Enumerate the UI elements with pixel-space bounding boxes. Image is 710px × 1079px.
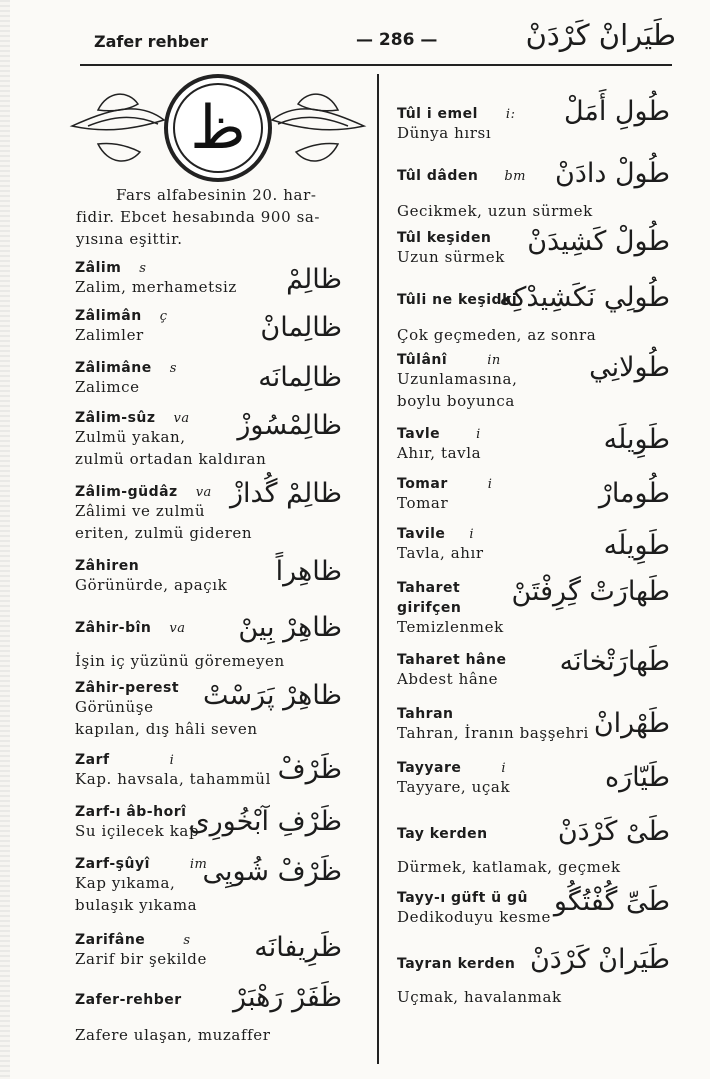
dictionary-entry (75, 360, 177, 398)
grammar-tag: ç (159, 309, 168, 324)
arabic-headword: طُولِ أَمَلْ (563, 96, 670, 127)
dictionary-entry (397, 706, 589, 744)
definition: Zulmü yakan, (75, 428, 186, 446)
arabic-headword: طَهارَتْ گِرِفْتَنْ (511, 576, 670, 607)
grammar-tag: i (487, 477, 493, 492)
grammar-tag: va (169, 621, 186, 636)
headword: Tûl dâden (397, 168, 479, 184)
headword: Taharet (397, 580, 461, 596)
grammar-tag: i (469, 527, 475, 542)
grammar-tag: s (139, 261, 147, 276)
headword-line-2: girifçen (397, 600, 462, 616)
definition: boylu boyunca (397, 392, 515, 410)
headword: Zâlim-sûz (75, 410, 156, 426)
definition: Zarif bir şekilde (75, 950, 207, 968)
arabic-headword: ظالِمانَه (258, 362, 342, 393)
definition: Zalim, merhametsiz (75, 278, 237, 296)
intro-line: fidir. Ebcet hesabında 900 sa- (76, 208, 321, 226)
ornamental-letter-za-icon (68, 70, 368, 186)
headword: Zâlimâne (75, 360, 152, 376)
dictionary-entry (397, 168, 526, 184)
arabic-headword: ظَرِيفانَه (254, 932, 342, 963)
column-divider (377, 74, 379, 1064)
definition: eriten, zulmü gideren (75, 524, 253, 542)
intro-paragraph (76, 184, 350, 250)
definition: Tomar (397, 494, 449, 512)
dictionary-entry (75, 856, 207, 916)
arabic-headword: طَیِّ گُفْتُگُو (553, 886, 670, 917)
headword: Zafer-rehber (75, 992, 182, 1008)
dictionary-entry (397, 230, 505, 268)
definition: kapılan, dış hâli seven (75, 720, 258, 738)
definition: Görünüşe (75, 698, 154, 716)
arabic-headword: طَهْرانْ (593, 708, 670, 739)
headword: Tay kerden (397, 826, 488, 842)
arabic-headword: طُولِي نَكَشِيدْكِه (499, 282, 670, 313)
grammar-tag: s (169, 361, 177, 376)
dictionary-entry (75, 308, 167, 346)
headword: Zâlim-güdâz (75, 484, 178, 500)
grammar-tag: va (195, 485, 212, 500)
definition: İşin iç yüzünü göremeyen (75, 652, 285, 670)
arabic-headword: طُولْ كَشِيدَنْ (527, 226, 670, 257)
arabic-headword: ظاهِرْ بِينْ (238, 612, 342, 643)
definition: Uzunlamasına, (397, 370, 518, 388)
headword: Tayran kerden (397, 956, 516, 972)
definition: Abdest hâne (397, 670, 499, 688)
running-head-right: طَيَرانْ كَرْدَنْ (525, 18, 676, 52)
dictionary-entry (75, 620, 185, 636)
headword: Tayyare (397, 760, 462, 776)
header-rule (80, 64, 672, 66)
definition: Zalimler (75, 326, 144, 344)
definition: Kap yıkama, (75, 874, 176, 892)
definition: Zalimce (75, 378, 140, 396)
arabic-headword: طَهارَتْخانَه (559, 646, 670, 677)
headword: Zâlim (75, 260, 122, 276)
definition: Su içilecek kap (75, 822, 200, 840)
grammar-tag: s (183, 933, 191, 948)
headword: Zarf (75, 752, 110, 768)
arabic-headword: طَوِيلَه (603, 530, 670, 561)
arabic-headword: طَيّارَه (604, 762, 670, 793)
arabic-headword: ظاهِرْ پَرَسْتْ (203, 680, 342, 711)
dictionary-entry (397, 652, 506, 690)
arabic-headword: طَوِيلَه (603, 424, 670, 455)
grammar-tag: i (501, 761, 507, 776)
arabic-headword: ظالِمانْ (260, 312, 342, 343)
headword: Zarf-şûyî (75, 856, 150, 872)
arabic-headword: طَيَرانْ كَرْدَنْ (529, 944, 670, 975)
headword: Zâhiren (75, 558, 140, 574)
grammar-tag: i (476, 427, 481, 442)
headword: Zâhir-bîn (75, 620, 152, 636)
arabic-headword: ظَرْفْ (277, 754, 342, 785)
definition: Tahran, İranın başşehri (397, 724, 589, 742)
dictionary-entry (75, 484, 252, 544)
dictionary-entry (397, 106, 515, 144)
definition: Tavla, ahır (397, 544, 484, 562)
page-number: — 286 — (356, 30, 438, 50)
definition: Ahır, tavla (397, 444, 482, 462)
headword: Tahran (397, 706, 454, 722)
arabic-headword: طُولْ دادَنْ (554, 158, 670, 189)
definition: Görünürde, apaçık (75, 576, 228, 594)
headword: Tavile (397, 526, 446, 542)
arabic-headword: ظَرْفِ آبْخُورِی (188, 806, 342, 837)
dictionary-entry (397, 426, 481, 464)
definition: Dürmek, katlamak, geçmek (397, 858, 621, 876)
dictionary-entry (75, 558, 227, 596)
arabic-headword: ظالِمْ گُدازْ (229, 478, 342, 509)
dictionary-entry (75, 804, 199, 842)
dictionary-entry (75, 992, 182, 1008)
definition: Temizlenmek (397, 618, 504, 636)
headword: Tavle (397, 426, 441, 442)
grammar-tag: i: (505, 107, 516, 122)
arabic-headword: طُومارْ (598, 478, 670, 509)
scan-edge (0, 0, 10, 1079)
grammar-tag: i (169, 753, 175, 768)
dictionary-entry (397, 760, 510, 798)
dictionary-entry (75, 260, 237, 298)
definition: Çok geçmeden, az sonra (397, 326, 597, 344)
headword: Zarf-ı âb-horî (75, 804, 187, 820)
dictionary-entry (75, 752, 271, 790)
dictionary-entry (397, 826, 488, 842)
dictionary-entry (397, 476, 492, 514)
definition: Gecikmek, uzun sürmek (397, 202, 593, 220)
definition: Dedikoduyu kesme (397, 908, 551, 926)
definition: Tayyare, uçak (397, 778, 511, 796)
grammar-tag: im (189, 857, 208, 872)
dictionary-entry (397, 580, 504, 638)
intro-line: yısına eşittir. (76, 230, 183, 248)
grammar-tag: bm (504, 169, 526, 184)
dictionary-entry (397, 526, 484, 564)
arabic-headword: ظالِمْ (286, 264, 342, 295)
grammar-tag: in (487, 353, 501, 368)
definition: Uçmak, havalanmak (397, 988, 562, 1006)
grammar-tag: va (173, 411, 190, 426)
arabic-headword: ظَفَرْ رَهْبَرْ (233, 982, 342, 1013)
definition: Uzun sürmek (397, 248, 505, 266)
intro-line: Fars alfabesinin 20. har- (116, 186, 317, 204)
headword: Tûl i emel (397, 106, 478, 122)
headword: Tayy-ı güft ü gû (397, 890, 528, 906)
ornament-letter: ظ (190, 93, 246, 163)
definition: Zafere ulaşan, muzaffer (75, 1026, 271, 1044)
headword: Tûli ne keşidki (397, 292, 518, 308)
definition: Zâlimi ve zulmü (75, 502, 206, 520)
arabic-headword: ظالِمْسُوزْ (237, 410, 342, 441)
definition: bulaşık yıkama (75, 896, 198, 914)
headword: Zâlimân (75, 308, 142, 324)
dictionary-entry (397, 890, 551, 928)
dictionary-entry (75, 932, 207, 970)
headword: Tûl keşiden (397, 230, 492, 246)
arabic-headword: ظَرْفْ شُویِی (202, 856, 342, 887)
arabic-headword: ظاهِراً (275, 556, 342, 587)
headword: Zarifâne (75, 932, 146, 948)
arabic-headword: طَیْ كَرْدَنْ (557, 816, 670, 847)
headword: Tomar (397, 476, 448, 492)
headword: Taharet hâne (397, 652, 507, 668)
dictionary-entry (397, 352, 517, 412)
definition: Dünya hırsı (397, 124, 492, 142)
headword: Tûlânî (397, 352, 448, 368)
running-head-left: Zafer rehber (94, 32, 208, 51)
definition: zulmü ortadan kaldıran (75, 450, 267, 468)
arabic-headword: طُولانِي (589, 352, 670, 383)
dictionary-entry (397, 956, 515, 972)
headword: Zâhir-perest (75, 680, 180, 696)
definition: Kap. havsala, tahammül (75, 770, 271, 788)
